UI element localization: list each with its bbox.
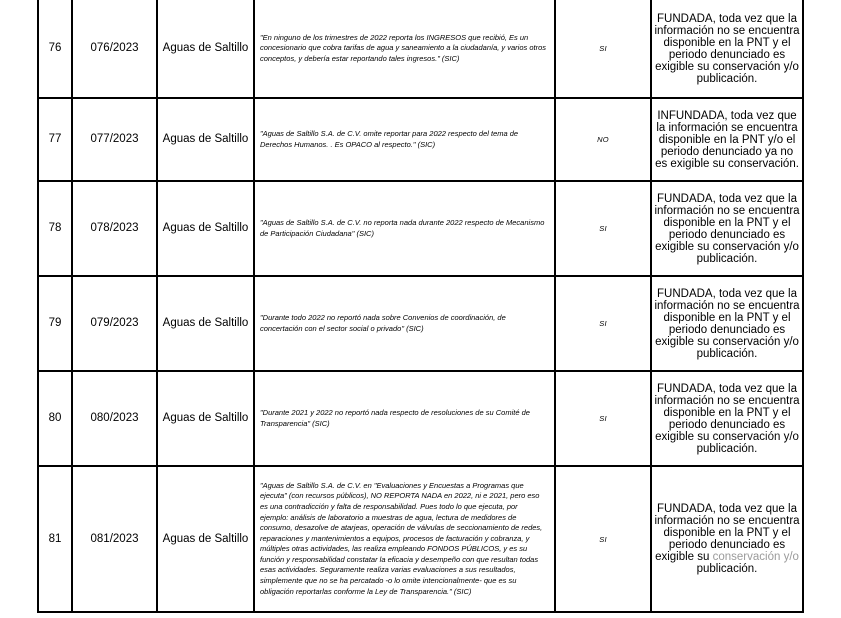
case-number-cell: 077/2023 (72, 98, 157, 181)
case-number-cell: 078/2023 (72, 181, 157, 276)
row-number-cell: 80 (38, 371, 72, 466)
row-number-cell: 81 (38, 466, 72, 612)
complaint-text: "En ninguno de los trimestres de 2022 reporta los INGRESOS que recibió, Es un concesionario que cobra tarifas de agua y saneamiento a la ciudadanía, y varios otros conceptos, y debería estar reportando tales ingresos." (SIC) (260, 32, 547, 63)
resolution-cell (651, 371, 803, 466)
resolution-cell (651, 276, 803, 371)
entity-cell: Aguas de Saltillo (157, 98, 254, 181)
row-number-cell: 79 (38, 276, 72, 371)
flag-cell: SI (555, 0, 651, 98)
table-row (38, 181, 803, 276)
flag-cell: SI (555, 371, 651, 466)
entity-cell: Aguas de Saltillo (157, 276, 254, 371)
resolution-text-tail: publicación. (696, 563, 758, 575)
row-number-cell: 77 (38, 98, 72, 181)
row-number-cell: 76 (38, 0, 72, 98)
entity-cell: Aguas de Saltillo (157, 371, 254, 466)
flag-cell: SI (555, 181, 651, 276)
case-number-cell: 080/2023 (72, 371, 157, 466)
resolution-cell (651, 0, 803, 98)
flag-cell: NO (555, 98, 651, 181)
complaint-text: "Durante todo 2022 no reportó nada sobre Convenios de coordinación, de concertación con el sector social o privado" (SIC) (260, 312, 506, 333)
entity-cell: Aguas de Saltillo (157, 466, 254, 612)
complaint-cell (254, 276, 555, 371)
complaint-cell (254, 371, 555, 466)
complaint-text: "Aguas de Saltillo S.A. de C.V. en "Evaluaciones y Encuestas a Programas que ejecuta" (con recursos públicos), NO REPORTA NADA en 2022, ni e 2021, pero eso es una contradicción y falta de responsabilidad. Pues todo lo que ejecuta, por ejemplo: análisis de laboratorio a muestras de agua, lectura de medidores de consumo, desazolve de atarjeas, operación de válvulas de seccionamiento de redes, reparaciones y mantenimientos a equipos, procesos de facturación y cobranza, y múltiples otras actividades, las realiza empleando FONDOS PÚBLICOS, y es su función y responsabilidad constatar la eficacia y desempeño con que resultan todas esas actividades. Seguramente realiza varias evaluaciones a sus resultados, simplemente que no se ha percatado -o lo omite intencionalmente- que es su obligación reportarlas conforme la Ley de Transparencia." (SIC) (260, 480, 543, 596)
flag-cell: SI (555, 466, 651, 612)
complaint-cell (254, 0, 555, 98)
case-number-cell: 081/2023 (72, 466, 157, 612)
complaint-cell (254, 181, 555, 276)
resolution-text: INFUNDADA, toda vez que la información se encuentra disponible en la PNT y/o el periodo denunciado ya no es exigible su conservación. (655, 109, 799, 170)
resolution-text: FUNDADA, toda vez que la información no se encuentra disponible en la PNT y el periodo denunciado es exigible su conservación y/o publicación. (654, 192, 800, 265)
resolution-cell (651, 466, 803, 612)
flag-cell: SI (555, 276, 651, 371)
complaint-cell (254, 98, 555, 181)
entity-cell: Aguas de Saltillo (157, 181, 254, 276)
case-number-cell: 076/2023 (72, 0, 157, 98)
complaint-cell (254, 466, 555, 612)
table-row (38, 466, 803, 612)
table-row (38, 371, 803, 466)
table-row (38, 276, 803, 371)
complaint-text: "Aguas de Saltillo S.A. de C.V. omite reportar para 2022 respecto del tema de Derechos Humanos. . Es OPACO al respecto." (SIC) (260, 128, 519, 149)
denuncias-table (37, 0, 804, 613)
resolution-text-faded: conservación y/o (712, 551, 799, 563)
resolution-text: FUNDADA, toda vez que la información no se encuentra disponible en la PNT y el periodo denunciado es exigible su conservación y/o publicación. (654, 287, 800, 360)
table-row (38, 0, 803, 98)
complaint-text: "Aguas de Saltillo S.A. de C.V. no reporta nada durante 2022 respecto de Mecanismo de Participación Ciudadana" (SIC) (260, 217, 545, 238)
complaint-text: "Durante 2021 y 2022 no reportó nada respecto de resoluciones de su Comité de Transparencia" (SIC) (260, 407, 530, 428)
resolution-cell (651, 181, 803, 276)
resolution-cell (651, 98, 803, 181)
entity-cell: Aguas de Saltillo (157, 0, 254, 98)
case-number-cell: 079/2023 (72, 276, 157, 371)
resolution-text: FUNDADA, toda vez que la información no se encuentra disponible en la PNT y el periodo denunciado es exigible su (654, 503, 800, 563)
table-row (38, 98, 803, 181)
row-number-cell: 78 (38, 181, 72, 276)
resolution-text: FUNDADA, toda vez que la información no se encuentra disponible en la PNT y el periodo denunciado es exigible su conservación y/o publicación. (654, 382, 800, 455)
resolution-text: FUNDADA, toda vez que la información no se encuentra disponible en la PNT y el periodo denunciado es exigible su conservación y/o publicación. (654, 12, 800, 85)
